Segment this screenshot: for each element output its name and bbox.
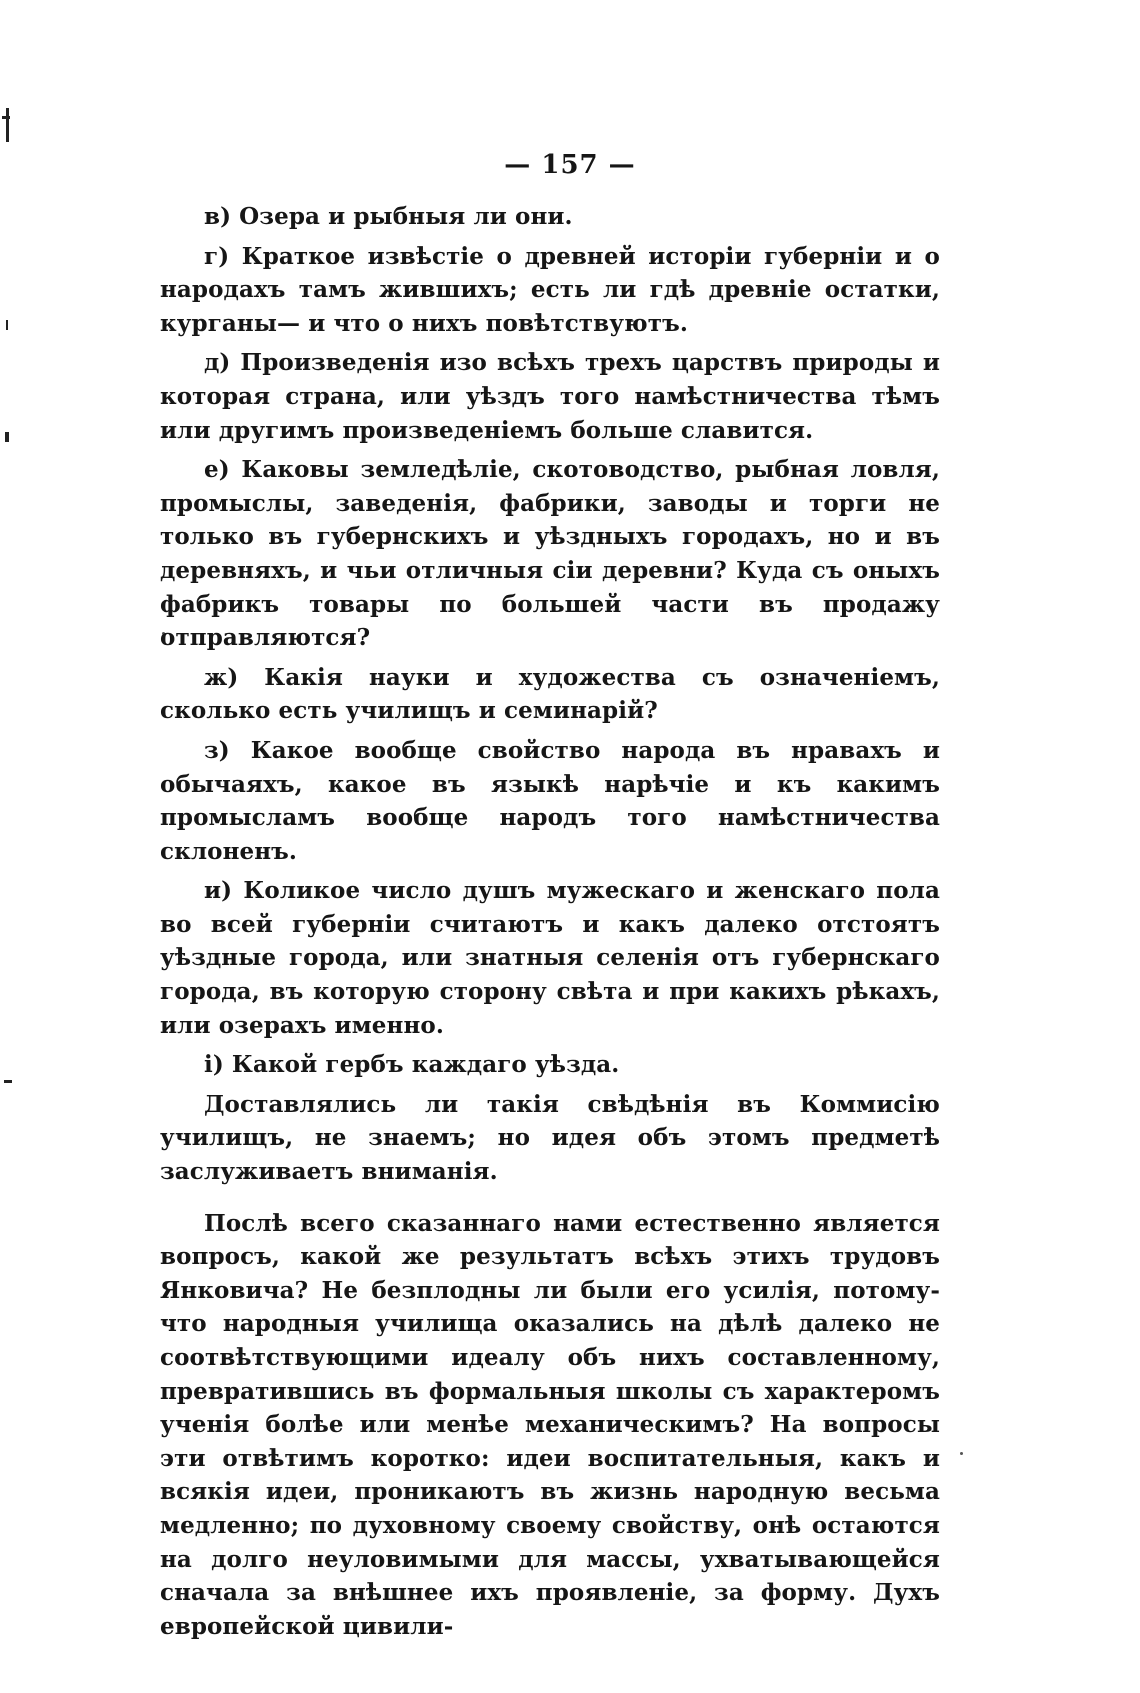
scan-artifact-mark [2,116,10,119]
scan-artifact-mark [6,108,9,142]
paragraph: г) Краткое извѣстіе о древней исторіи губерніи и о народахъ тамъ жившихъ; есть ли гдѣ древніе остатки, курганы— и что о нихъ повѣтствуютъ. [160,242,940,337]
paragraph: д) Произведенія изо всѣхъ трехъ царствъ природы и которая страна, или уѣздъ того намѣстничества тѣмъ или другимъ произведеніемъ больше славится. [160,349,940,444]
paragraph: Доставлялись ли такія свѣдѣнія въ Коммисію училищъ, не знаемъ; но идея объ этомъ предметѣ заслуживаетъ вниманія. [160,1090,940,1186]
paragraph: ж) Какія науки и художества съ означеніемъ, сколько есть училищъ и семинарій? [160,663,940,725]
paragraph: в) Озера и рыбныя ли они. [204,203,573,230]
scan-artifact-mark [4,1080,12,1083]
page-number: — 157 — [504,150,636,180]
scan-speck [960,1452,963,1455]
paragraph: з) Какое вообще свойство народа въ нравахъ и обычаяхъ, какое въ языкѣ нарѣчіе и къ какимъ промысламъ вообще народъ того намѣстничества склоненъ. [160,736,940,865]
paragraph: е) Каковы земледѣліе, скотоводство, рыбная ловля, промыслы, заведенія, фабрики, заводы и торги не только въ губернскихъ и уѣздныхъ городахъ, но и въ деревняхъ, и чьи отличныя сіи деревни? Куда съ оныхъ фабрикъ товары по большей части въ продажу отправляются? [160,456,940,652]
paragraph: Послѣ всего сказаннаго нами естественно является вопросъ, какой же результатъ всѣхъ этихъ трудовъ Янковича? Не безплодны ли были его усилія, потому-что народныя училища оказались на дѣлѣ далеко не соотвѣтствующими идеалу объ нихъ составленному, превратившись въ формальныя школы съ характеромъ ученія болѣе или менѣе механическимъ? На вопросы эти отвѣтимъ коротко: идеи воспитательныя, какъ и всякія идеи, проникаютъ въ жизнь народную весьма медленно; по духовному своему свойству, онѣ остаются на долго неуловимыми для массы, ухватывающейся сначала за внѣшнее ихъ проявленіе, за форму. Духъ европейской цивили- [160,1209,940,1640]
paragraph: і) Какой гербъ каждаго уѣзда. [204,1051,620,1079]
body-text [160,200,940,1643]
scan-artifact-mark [6,320,8,330]
scan-artifact-mark [5,432,9,442]
paragraph: и) Коликое число душъ мужескаго и женскаго пола во всей губерніи считаютъ и какъ далеко отстоятъ уѣздные города, или знатныя селенія отъ губернскаго города, въ которую сторону свѣта и при какихъ рѣкахъ, или озерахъ именно. [160,877,940,1039]
